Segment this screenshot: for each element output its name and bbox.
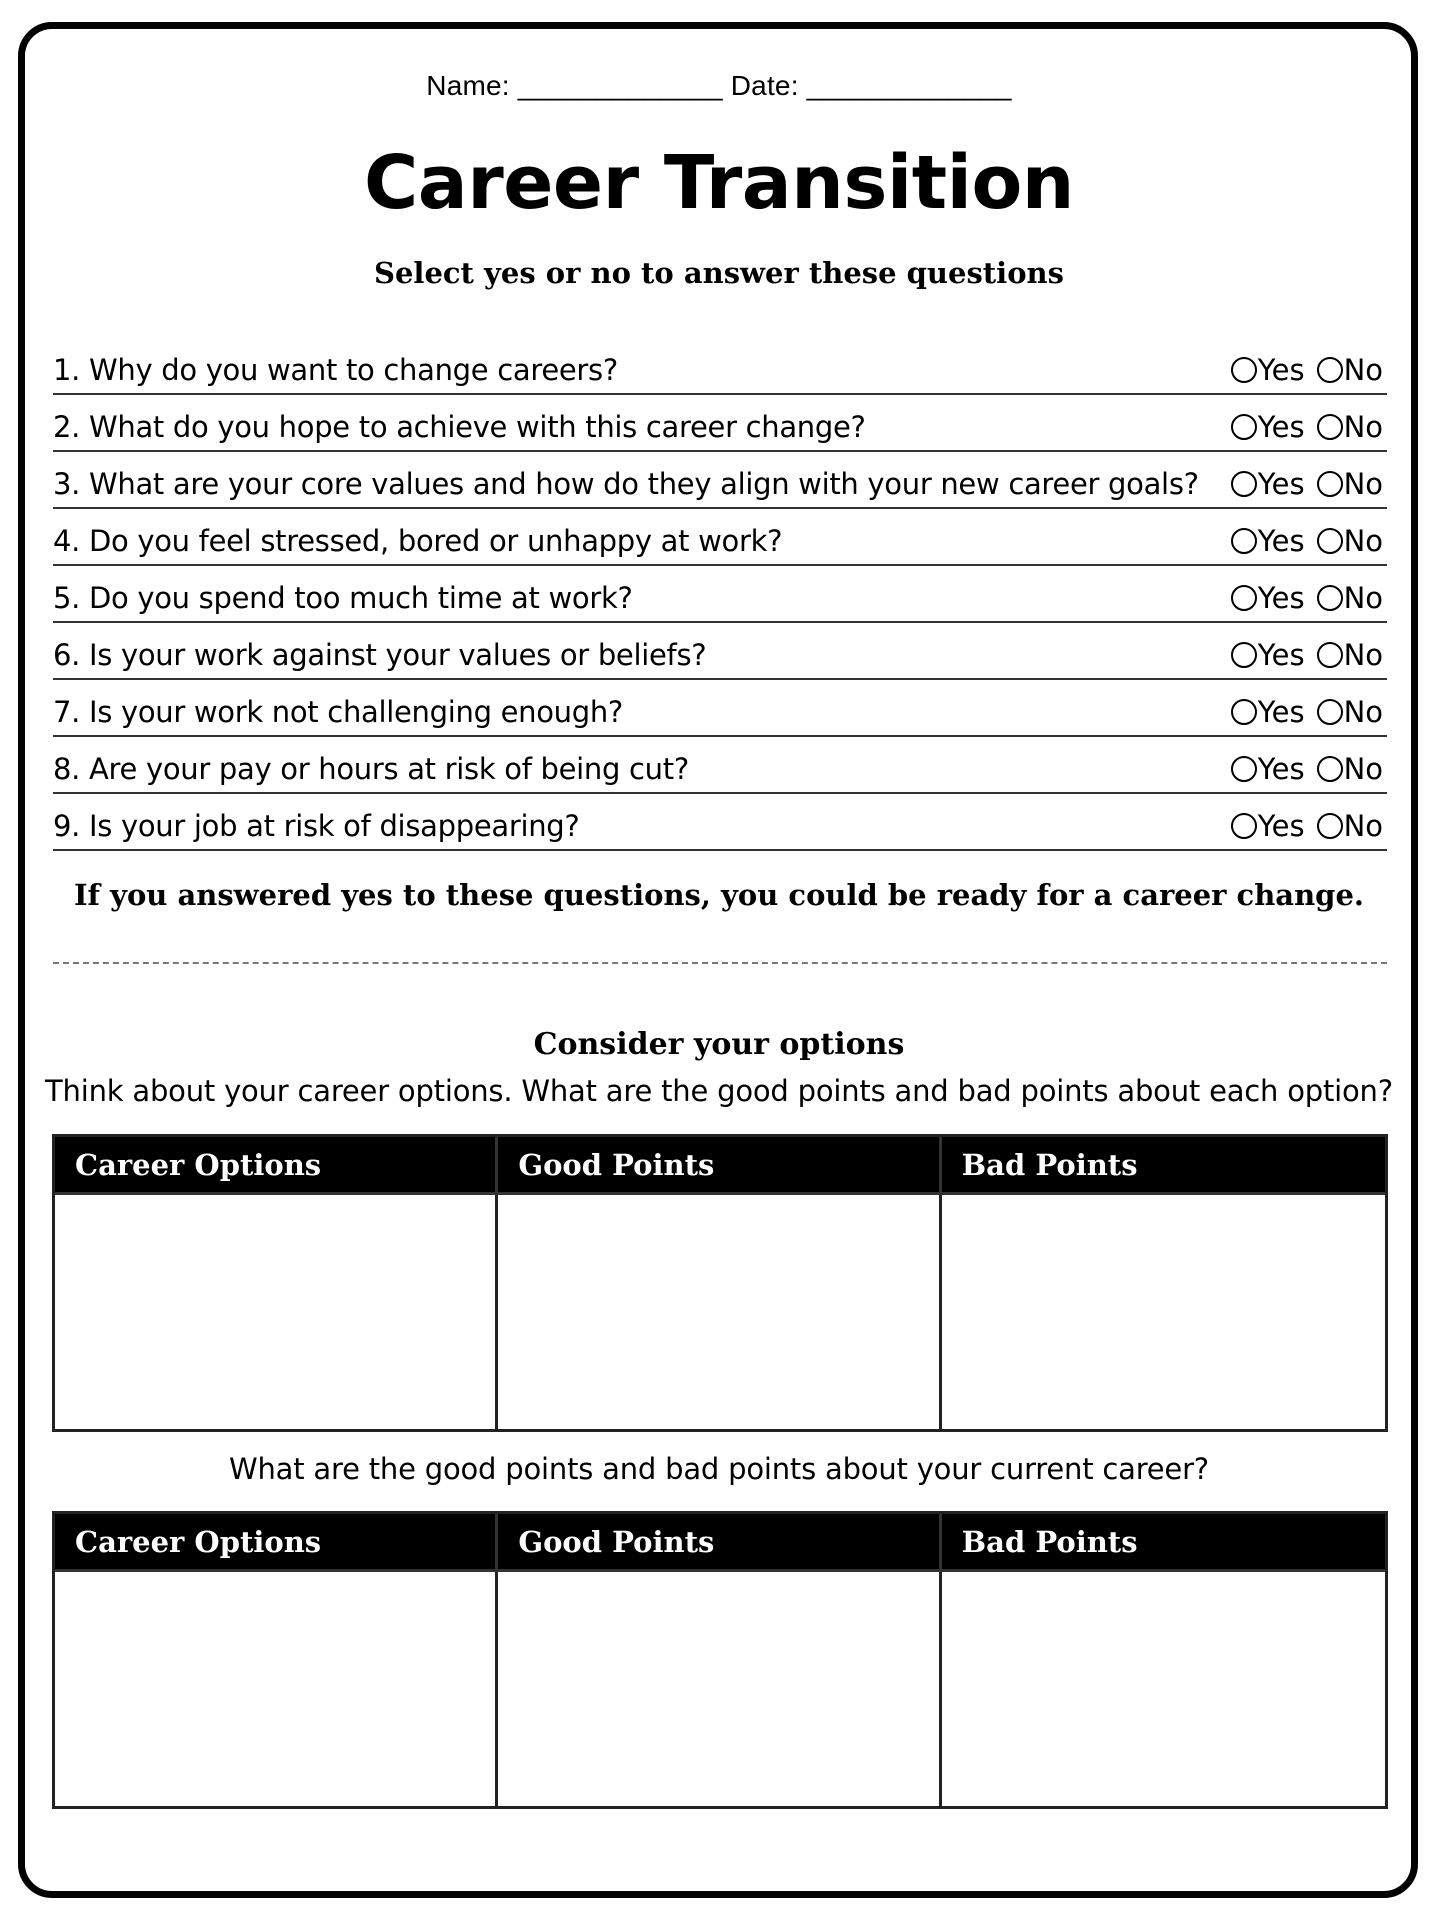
question-text: 4. Do you feel stressed, bored or unhappy at work?: [53, 524, 783, 558]
yes-label: Yes: [1257, 638, 1305, 672]
answer-options: [1219, 809, 1383, 843]
options-section-title: Consider your options: [533, 1027, 905, 1062]
no-option[interactable]: [1317, 809, 1383, 843]
radio-icon[interactable]: [1231, 756, 1257, 782]
question-row: [53, 452, 1387, 509]
radio-icon[interactable]: [1317, 357, 1343, 383]
career-options-cell[interactable]: [55, 1572, 498, 1806]
yes-label: Yes: [1257, 353, 1305, 387]
no-label: No: [1343, 695, 1383, 729]
table-header-good-points: Good Points: [498, 1514, 941, 1572]
name-date-line: Name: _____________ Date: _____________: [426, 70, 1012, 101]
question-row: [53, 680, 1387, 737]
current-career-table: [52, 1511, 1388, 1809]
no-label: No: [1343, 524, 1383, 558]
no-option[interactable]: [1317, 695, 1383, 729]
instruction-text: Select yes or no to answer these questions: [374, 256, 1064, 290]
current-career-subtitle: What are the good points and bad points about your current career?: [229, 1452, 1209, 1486]
question-row: [53, 338, 1387, 395]
yes-option[interactable]: [1231, 581, 1305, 615]
yes-label: Yes: [1257, 467, 1305, 501]
no-option[interactable]: [1317, 353, 1383, 387]
no-label: No: [1343, 410, 1383, 444]
yes-label: Yes: [1257, 524, 1305, 558]
no-label: No: [1343, 638, 1383, 672]
answer-options: [1219, 467, 1383, 501]
yes-label: Yes: [1257, 410, 1305, 444]
radio-icon[interactable]: [1231, 642, 1257, 668]
question-text: 9. Is your job at risk of disappearing?: [53, 809, 580, 843]
yes-label: Yes: [1257, 752, 1305, 786]
question-text: 3. What are your core values and how do they align with your new career goals?: [53, 467, 1199, 501]
good-points-cell[interactable]: [498, 1572, 941, 1806]
table-header-career-options: Career Options: [55, 1137, 498, 1195]
question-row: [53, 737, 1387, 794]
radio-icon[interactable]: [1317, 756, 1343, 782]
radio-icon[interactable]: [1231, 471, 1257, 497]
question-row: [53, 566, 1387, 623]
career-options-table: [52, 1134, 1388, 1432]
radio-icon[interactable]: [1317, 813, 1343, 839]
yes-label: Yes: [1257, 809, 1305, 843]
radio-icon[interactable]: [1317, 642, 1343, 668]
no-option[interactable]: [1317, 752, 1383, 786]
answer-options: [1219, 695, 1383, 729]
question-text: 1. Why do you want to change careers?: [53, 353, 618, 387]
radio-icon[interactable]: [1317, 414, 1343, 440]
answer-options: [1219, 410, 1383, 444]
yes-option[interactable]: [1231, 353, 1305, 387]
yes-label: Yes: [1257, 695, 1305, 729]
question-text: 7. Is your work not challenging enough?: [53, 695, 624, 729]
good-points-cell[interactable]: [498, 1195, 941, 1429]
page-title: Career Transition: [363, 140, 1074, 226]
bad-points-cell[interactable]: [942, 1572, 1385, 1806]
yes-option[interactable]: [1231, 695, 1305, 729]
radio-icon[interactable]: [1231, 813, 1257, 839]
no-option[interactable]: [1317, 581, 1383, 615]
answer-options: [1219, 524, 1383, 558]
no-option[interactable]: [1317, 524, 1383, 558]
answer-options: [1219, 581, 1383, 615]
no-label: No: [1343, 581, 1383, 615]
dashed-divider: [53, 962, 1387, 964]
table-header-bad-points: Bad Points: [942, 1137, 1385, 1195]
question-row: [53, 794, 1387, 851]
radio-icon[interactable]: [1231, 414, 1257, 440]
yes-label: Yes: [1257, 581, 1305, 615]
yes-option[interactable]: [1231, 809, 1305, 843]
yes-option[interactable]: [1231, 524, 1305, 558]
options-section-subtitle: Think about your career options. What are the good points and bad points about each option?: [45, 1074, 1393, 1108]
question-list: [53, 338, 1387, 851]
answer-options: [1219, 353, 1383, 387]
question-row: [53, 509, 1387, 566]
question-row: [53, 623, 1387, 680]
question-text: 5. Do you spend too much time at work?: [53, 581, 633, 615]
question-text: 2. What do you hope to achieve with this career change?: [53, 410, 866, 444]
no-label: No: [1343, 467, 1383, 501]
table-header-bad-points: Bad Points: [942, 1514, 1385, 1572]
radio-icon[interactable]: [1231, 585, 1257, 611]
career-options-cell[interactable]: [55, 1195, 498, 1429]
answer-options: [1219, 638, 1383, 672]
yes-option[interactable]: [1231, 410, 1305, 444]
no-label: No: [1343, 809, 1383, 843]
question-text: 8. Are your pay or hours at risk of being cut?: [53, 752, 689, 786]
radio-icon[interactable]: [1317, 699, 1343, 725]
table-header-good-points: Good Points: [498, 1137, 941, 1195]
answer-options: [1219, 752, 1383, 786]
no-option[interactable]: [1317, 467, 1383, 501]
radio-icon[interactable]: [1317, 471, 1343, 497]
radio-icon[interactable]: [1317, 585, 1343, 611]
radio-icon[interactable]: [1317, 528, 1343, 554]
radio-icon[interactable]: [1231, 699, 1257, 725]
question-text: 6. Is your work against your values or beliefs?: [53, 638, 707, 672]
table-header-career-options: Career Options: [55, 1514, 498, 1572]
yes-option[interactable]: [1231, 752, 1305, 786]
no-label: No: [1343, 353, 1383, 387]
yes-option[interactable]: [1231, 467, 1305, 501]
bad-points-cell[interactable]: [942, 1195, 1385, 1429]
question-row: [53, 395, 1387, 452]
conclusion-text: If you answered yes to these questions, you could be ready for a career change.: [73, 878, 1365, 912]
no-option[interactable]: [1317, 410, 1383, 444]
yes-option[interactable]: [1231, 638, 1305, 672]
no-label: No: [1343, 752, 1383, 786]
radio-icon[interactable]: [1231, 528, 1257, 554]
no-option[interactable]: [1317, 638, 1383, 672]
radio-icon[interactable]: [1231, 357, 1257, 383]
